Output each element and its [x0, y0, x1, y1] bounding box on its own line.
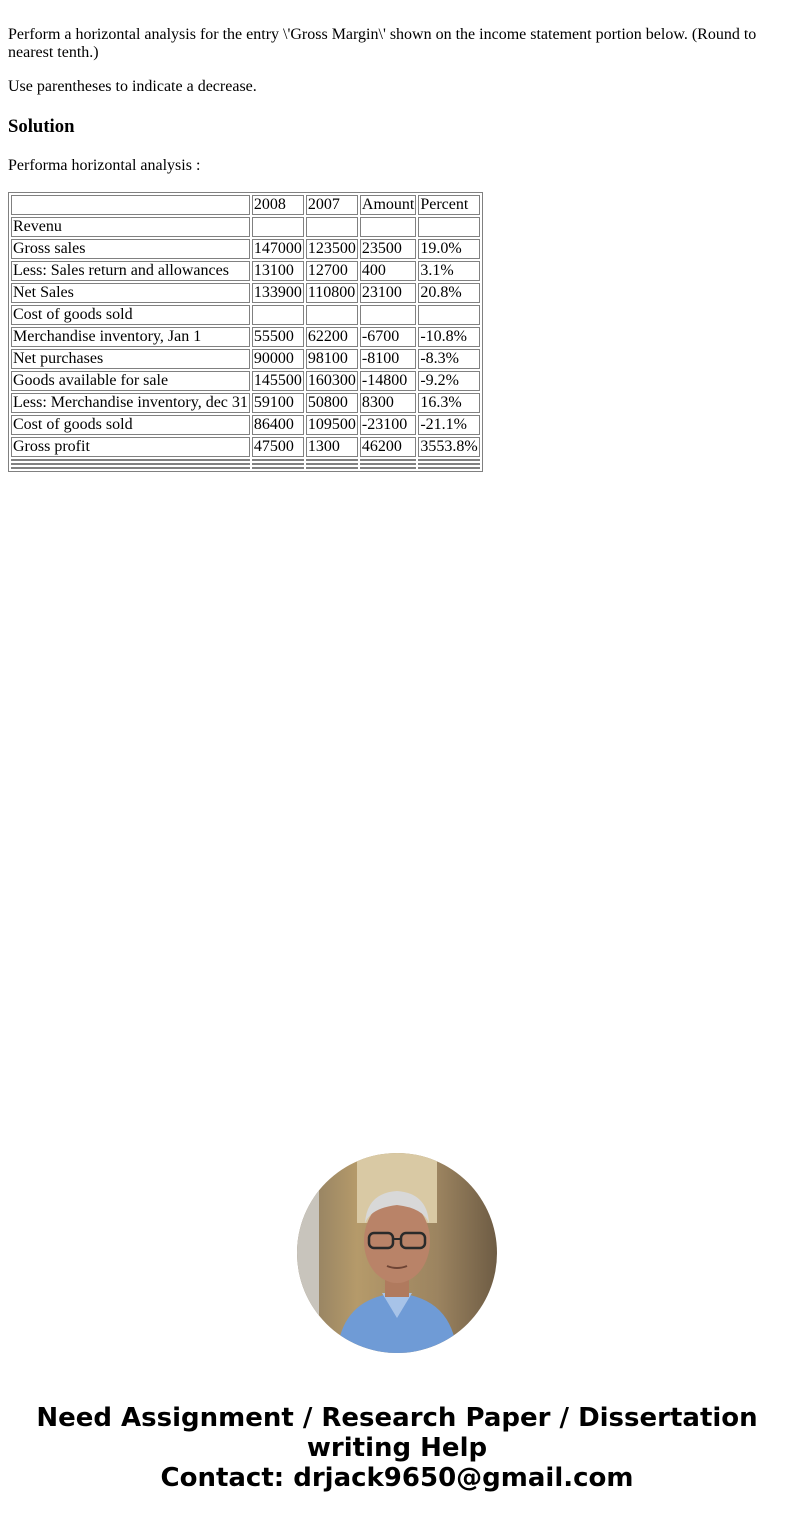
value-cell: -23100 — [360, 415, 416, 435]
empty-cell — [360, 459, 416, 461]
value-cell: 50800 — [306, 393, 358, 413]
value-cell: 19.0% — [418, 239, 479, 259]
empty-cell — [306, 459, 358, 461]
value-cell: 8300 — [360, 393, 416, 413]
value-cell — [252, 217, 304, 237]
horizontal-analysis-table — [8, 192, 483, 472]
empty-cell — [11, 459, 250, 461]
empty-cell — [252, 463, 304, 465]
value-cell: 98100 — [306, 349, 358, 369]
header-cell: 2007 — [306, 195, 358, 215]
empty-row — [11, 463, 480, 465]
value-cell — [360, 217, 416, 237]
value-cell: 12700 — [306, 261, 358, 281]
row-label-cell: Goods available for sale — [11, 371, 250, 391]
solution-intro: Performa horizontal analysis : — [8, 157, 201, 174]
question-text: Perform a horizontal analysis for the entry \'Gross Margin\' shown on the income statement portion below. (Round to nearest tenth.) — [8, 26, 757, 61]
value-cell: 133900 — [253, 284, 302, 301]
table-row — [11, 327, 480, 347]
value-cell: 110800 — [306, 283, 358, 303]
value-cell: -9.2% — [418, 371, 479, 391]
row-label-cell: Gross profit — [11, 437, 250, 457]
value-cell: -8.3% — [418, 349, 479, 369]
value-cell: -10.8% — [418, 327, 479, 347]
value-cell — [418, 305, 479, 325]
row-label-cell: Merchandise inventory, Jan 1 — [11, 327, 250, 347]
value-cell — [418, 217, 479, 237]
empty-cell — [418, 463, 479, 465]
footer-line-1: Need Assignment / Research Paper / Dissertation — [36, 1403, 758, 1433]
value-cell: 1300 — [306, 437, 358, 457]
header-cell: Amount — [361, 196, 415, 213]
row-label-cell: Less: Merchandise inventory, dec 31 — [13, 394, 248, 411]
value-cell: 109500 — [307, 416, 356, 433]
table-row — [11, 239, 480, 259]
value-cell: 59100 — [252, 393, 304, 413]
header-cell — [11, 195, 250, 215]
footer-banner — [0, 1403, 794, 1493]
header-cell: Percent — [418, 195, 479, 215]
value-cell: 62200 — [306, 327, 358, 347]
value-cell: 3.1% — [418, 261, 479, 281]
value-cell: 86400 — [252, 415, 304, 435]
row-label-cell: Net purchases — [11, 349, 250, 369]
empty-cell — [418, 467, 479, 469]
empty-cell — [252, 467, 304, 469]
empty-row — [11, 459, 480, 461]
empty-cell — [306, 467, 358, 469]
instruction-text: Use parentheses to indicate a decrease. — [8, 78, 257, 95]
row-label-cell: Gross sales — [11, 239, 250, 259]
value-cell: 400 — [360, 261, 416, 281]
empty-row — [11, 467, 480, 469]
value-cell — [306, 217, 358, 237]
main-content — [8, 26, 786, 472]
table-row — [11, 371, 480, 391]
value-cell: 46200 — [360, 437, 416, 457]
value-cell: -6700 — [360, 327, 416, 347]
value-cell: 123500 — [307, 240, 356, 257]
value-cell — [252, 305, 304, 325]
value-cell: -21.1% — [418, 415, 479, 435]
author-avatar — [297, 1153, 497, 1353]
value-cell: 13100 — [252, 261, 304, 281]
table-row — [11, 261, 480, 281]
empty-cell — [418, 459, 479, 461]
value-cell: 23100 — [360, 283, 416, 303]
header-cell: 2008 — [252, 195, 304, 215]
person-portrait-icon — [297, 1153, 497, 1353]
solution-heading: Solution — [8, 116, 75, 137]
row-label-cell: Net Sales — [11, 283, 250, 303]
empty-cell — [306, 463, 358, 465]
table-row — [11, 305, 480, 325]
table-row — [11, 283, 480, 303]
empty-cell — [360, 463, 416, 465]
empty-cell — [252, 459, 304, 461]
footer-contact: Contact: drjack9650@gmail.com — [160, 1463, 634, 1493]
value-cell — [306, 305, 358, 325]
empty-cell — [360, 467, 416, 469]
empty-cell — [11, 467, 250, 469]
value-cell: 160300 — [307, 372, 356, 389]
table-row — [11, 349, 480, 369]
value-cell: 47500 — [252, 437, 304, 457]
value-cell: 23500 — [360, 239, 416, 259]
empty-cell — [11, 463, 250, 465]
value-cell: 3553.8% — [420, 438, 478, 455]
value-cell: 16.3% — [418, 393, 479, 413]
table-row — [11, 393, 480, 413]
value-cell: 145500 — [253, 372, 302, 389]
table-header-row — [11, 195, 480, 215]
table-row — [11, 217, 480, 237]
value-cell: 20.8% — [418, 283, 479, 303]
table-row — [11, 415, 480, 435]
value-cell: 55500 — [252, 327, 304, 347]
table-row — [11, 437, 480, 457]
value-cell — [360, 305, 416, 325]
value-cell: -8100 — [360, 349, 416, 369]
value-cell: 147000 — [253, 240, 302, 257]
value-cell: 90000 — [252, 349, 304, 369]
footer-line-2: writing Help — [306, 1433, 488, 1463]
row-label-cell: Cost of goods sold — [11, 305, 250, 325]
row-label-cell: Less: Sales return and allowances — [11, 261, 250, 281]
row-label-cell: Revenu — [11, 217, 250, 237]
row-label-cell: Cost of goods sold — [11, 415, 250, 435]
value-cell: -14800 — [360, 371, 416, 391]
